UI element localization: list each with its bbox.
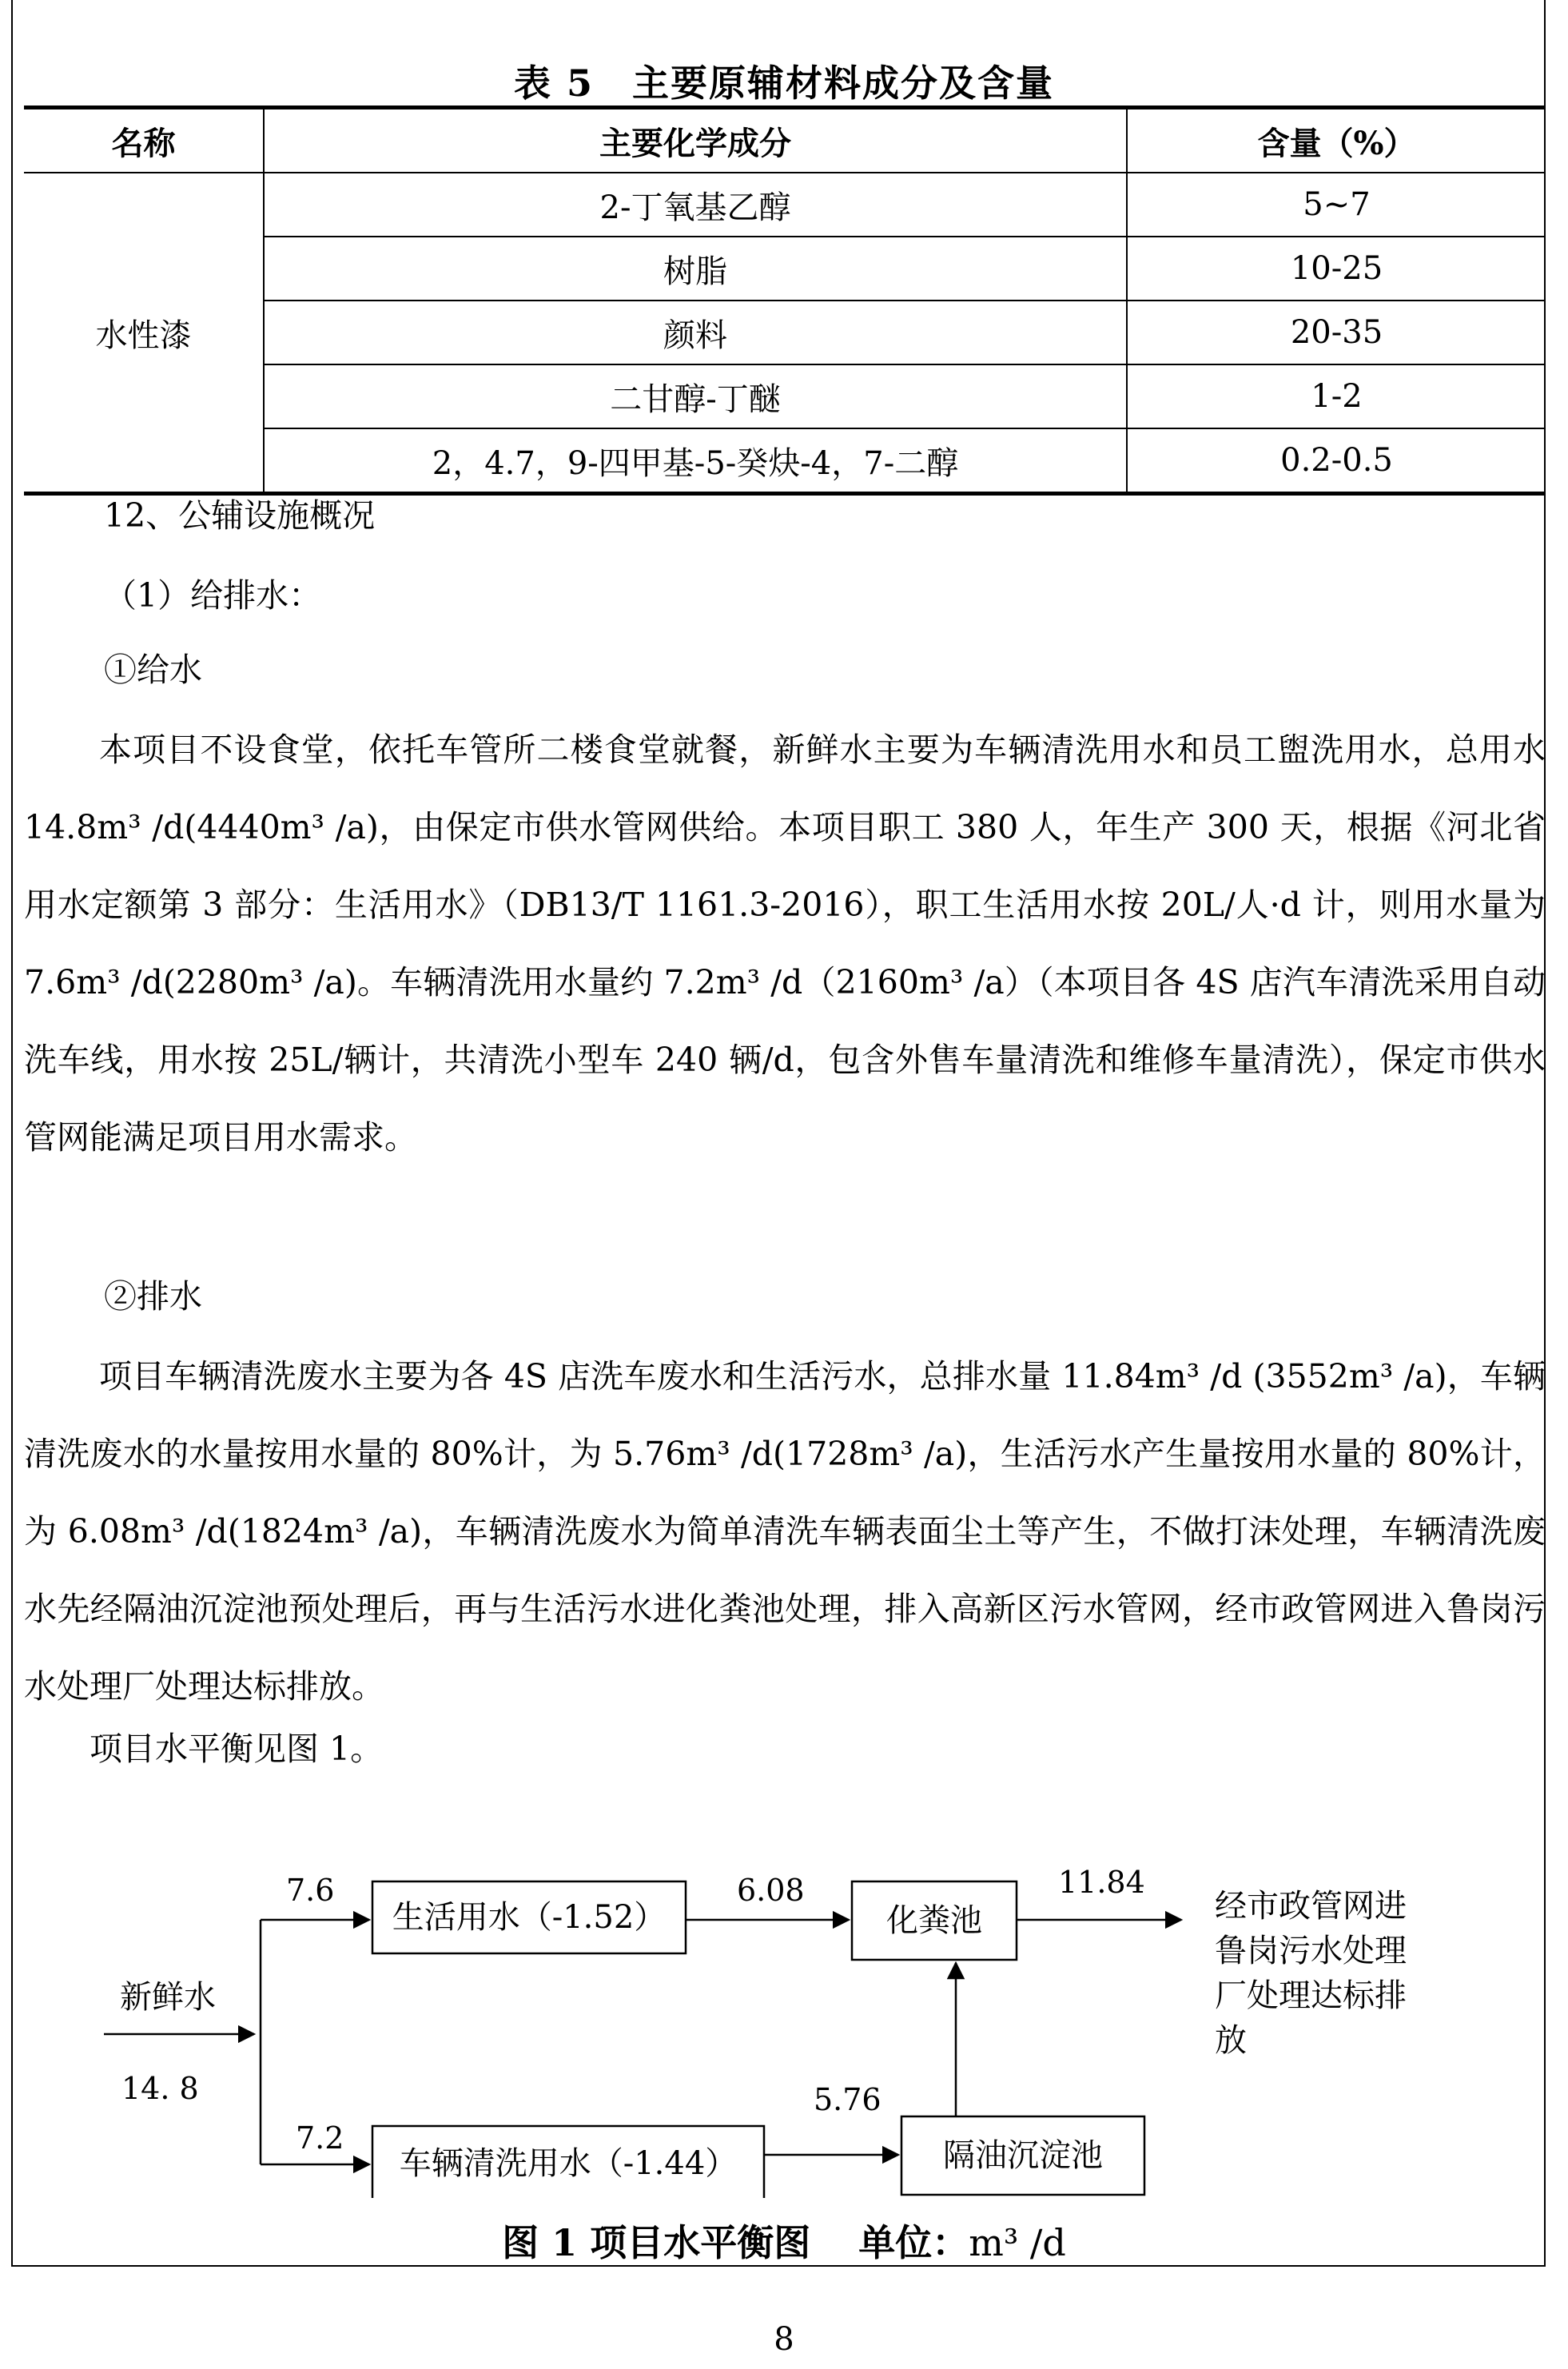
page-number: 8 [774,2321,794,2358]
discharge-value: 11.84 [1058,1865,1145,1900]
content-cell: 20-35 [1127,301,1546,364]
fresh-water-label: 新鲜水 [120,1979,216,2016]
water-balance-diagram [80,1830,1486,2198]
content-cell: 5~7 [1127,173,1546,237]
destination-line-1: 经市政管网进 [1215,1888,1407,1925]
material-name: 水性漆 [24,173,264,494]
section-heading: 12、公辅设施概况 [104,496,376,535]
component-cell: 2-丁氧基乙醇 [264,173,1127,237]
figure-caption [0,2214,1568,2267]
component-cell: 颜料 [264,301,1127,364]
living-to-septic-value: 6.08 [737,1873,805,1908]
balance-reference: 项目水平衡见图 1。 [90,1730,384,1768]
living-water-box-label: 生活用水（-1.52） [392,1899,667,1936]
living-water-value: 7.6 [286,1873,335,1908]
caption-unit-label: 单位： [858,2221,969,2264]
header-component: 主要化学成分 [264,108,1127,173]
sub-heading: （1）给排水： [104,576,322,615]
caption-title: 图 1 项目水平衡图 [502,2221,811,2264]
fresh-water-value: 14. 8 [121,2071,199,2106]
content-cell: 10-25 [1127,237,1546,301]
septic-box-label: 化粪池 [886,1902,982,1939]
supply-heading: ①给水 [104,651,202,689]
header-name: 名称 [24,108,264,173]
header-content: 含量（%） [1127,108,1546,173]
content-cell: 0.2-0.5 [1127,428,1546,494]
destination-line-3: 厂处理达标排 [1215,1977,1407,2014]
content-cell: 1-2 [1127,364,1546,428]
wash-water-box-label: 车辆清洗用水（-1.44） [399,2145,738,2182]
destination-line-2: 鲁岗污水处理 [1215,1933,1407,1969]
wash-water-value: 7.2 [296,2120,344,2156]
materials-table [24,106,1546,496]
separator-box-label: 隔油沉淀池 [943,2137,1103,2174]
component-cell: 2，4.7，9-四甲基-5-癸炔-4，7-二醇 [264,428,1127,494]
wash-to-separator-value: 5.76 [814,2082,882,2117]
supply-paragraph: 本项目不设食堂，依托车管所二楼食堂就餐，新鲜水主要为车辆清洗用水和员工盥洗用水，总用水 14.8m³ /d(4440m³ /a)，由保定市供水管网供给。本项目职工 380 人，年生产 300 天，根据《河北省用水定额第 3 部分：生活用水》（DB13/T 1161.3-2016），职工生活用水按 20L/人·d 计，则用水量为 7.6m³ /d(2280m³ /a)。车辆清洗用水量约 7.2m³ /d（2160m³ /a）（本项目各 4S 店汽车清洗采用自动洗车线，用水按 25L/辆计，共清洗小型车 240 辆/d，包含外售车量清洗和维修车量清洗），保定市供水管网能满足项目用水需求。 [24,731,1546,1157]
caption-unit: m³ /d [969,2221,1066,2264]
component-cell: 二甘醇-丁醚 [264,364,1127,428]
table-header-row [24,108,1546,173]
table-row [24,173,1546,237]
table-title: 表 5 主要原辅材料成分及含量 [513,62,1055,105]
component-cell: 树脂 [264,237,1127,301]
destination-line-4: 放 [1215,2022,1247,2059]
drain-heading: ②排水 [104,1277,202,1316]
drain-paragraph: 项目车辆清洗废水主要为各 4S 店洗车废水和生活污水，总排水量 11.84m³ /d (3552m³ /a)，车辆清洗废水的水量按用水量的 80%计，为 5.76m³ /d(1728m³ /a)，生活污水产生量按用水量的 80%计，为 6.08m³ /d(1824m³ /a)，车辆清洗废水为简单清洗车辆表面尘土等产生，不做打沫处理，车辆清洗废水先经隔油沉淀池预处理后，再与生活污水进化粪池处理，排入高新区污水管网，经市政管网进入鲁岗污水处理厂处理达标排放。 [24,1357,1546,1706]
